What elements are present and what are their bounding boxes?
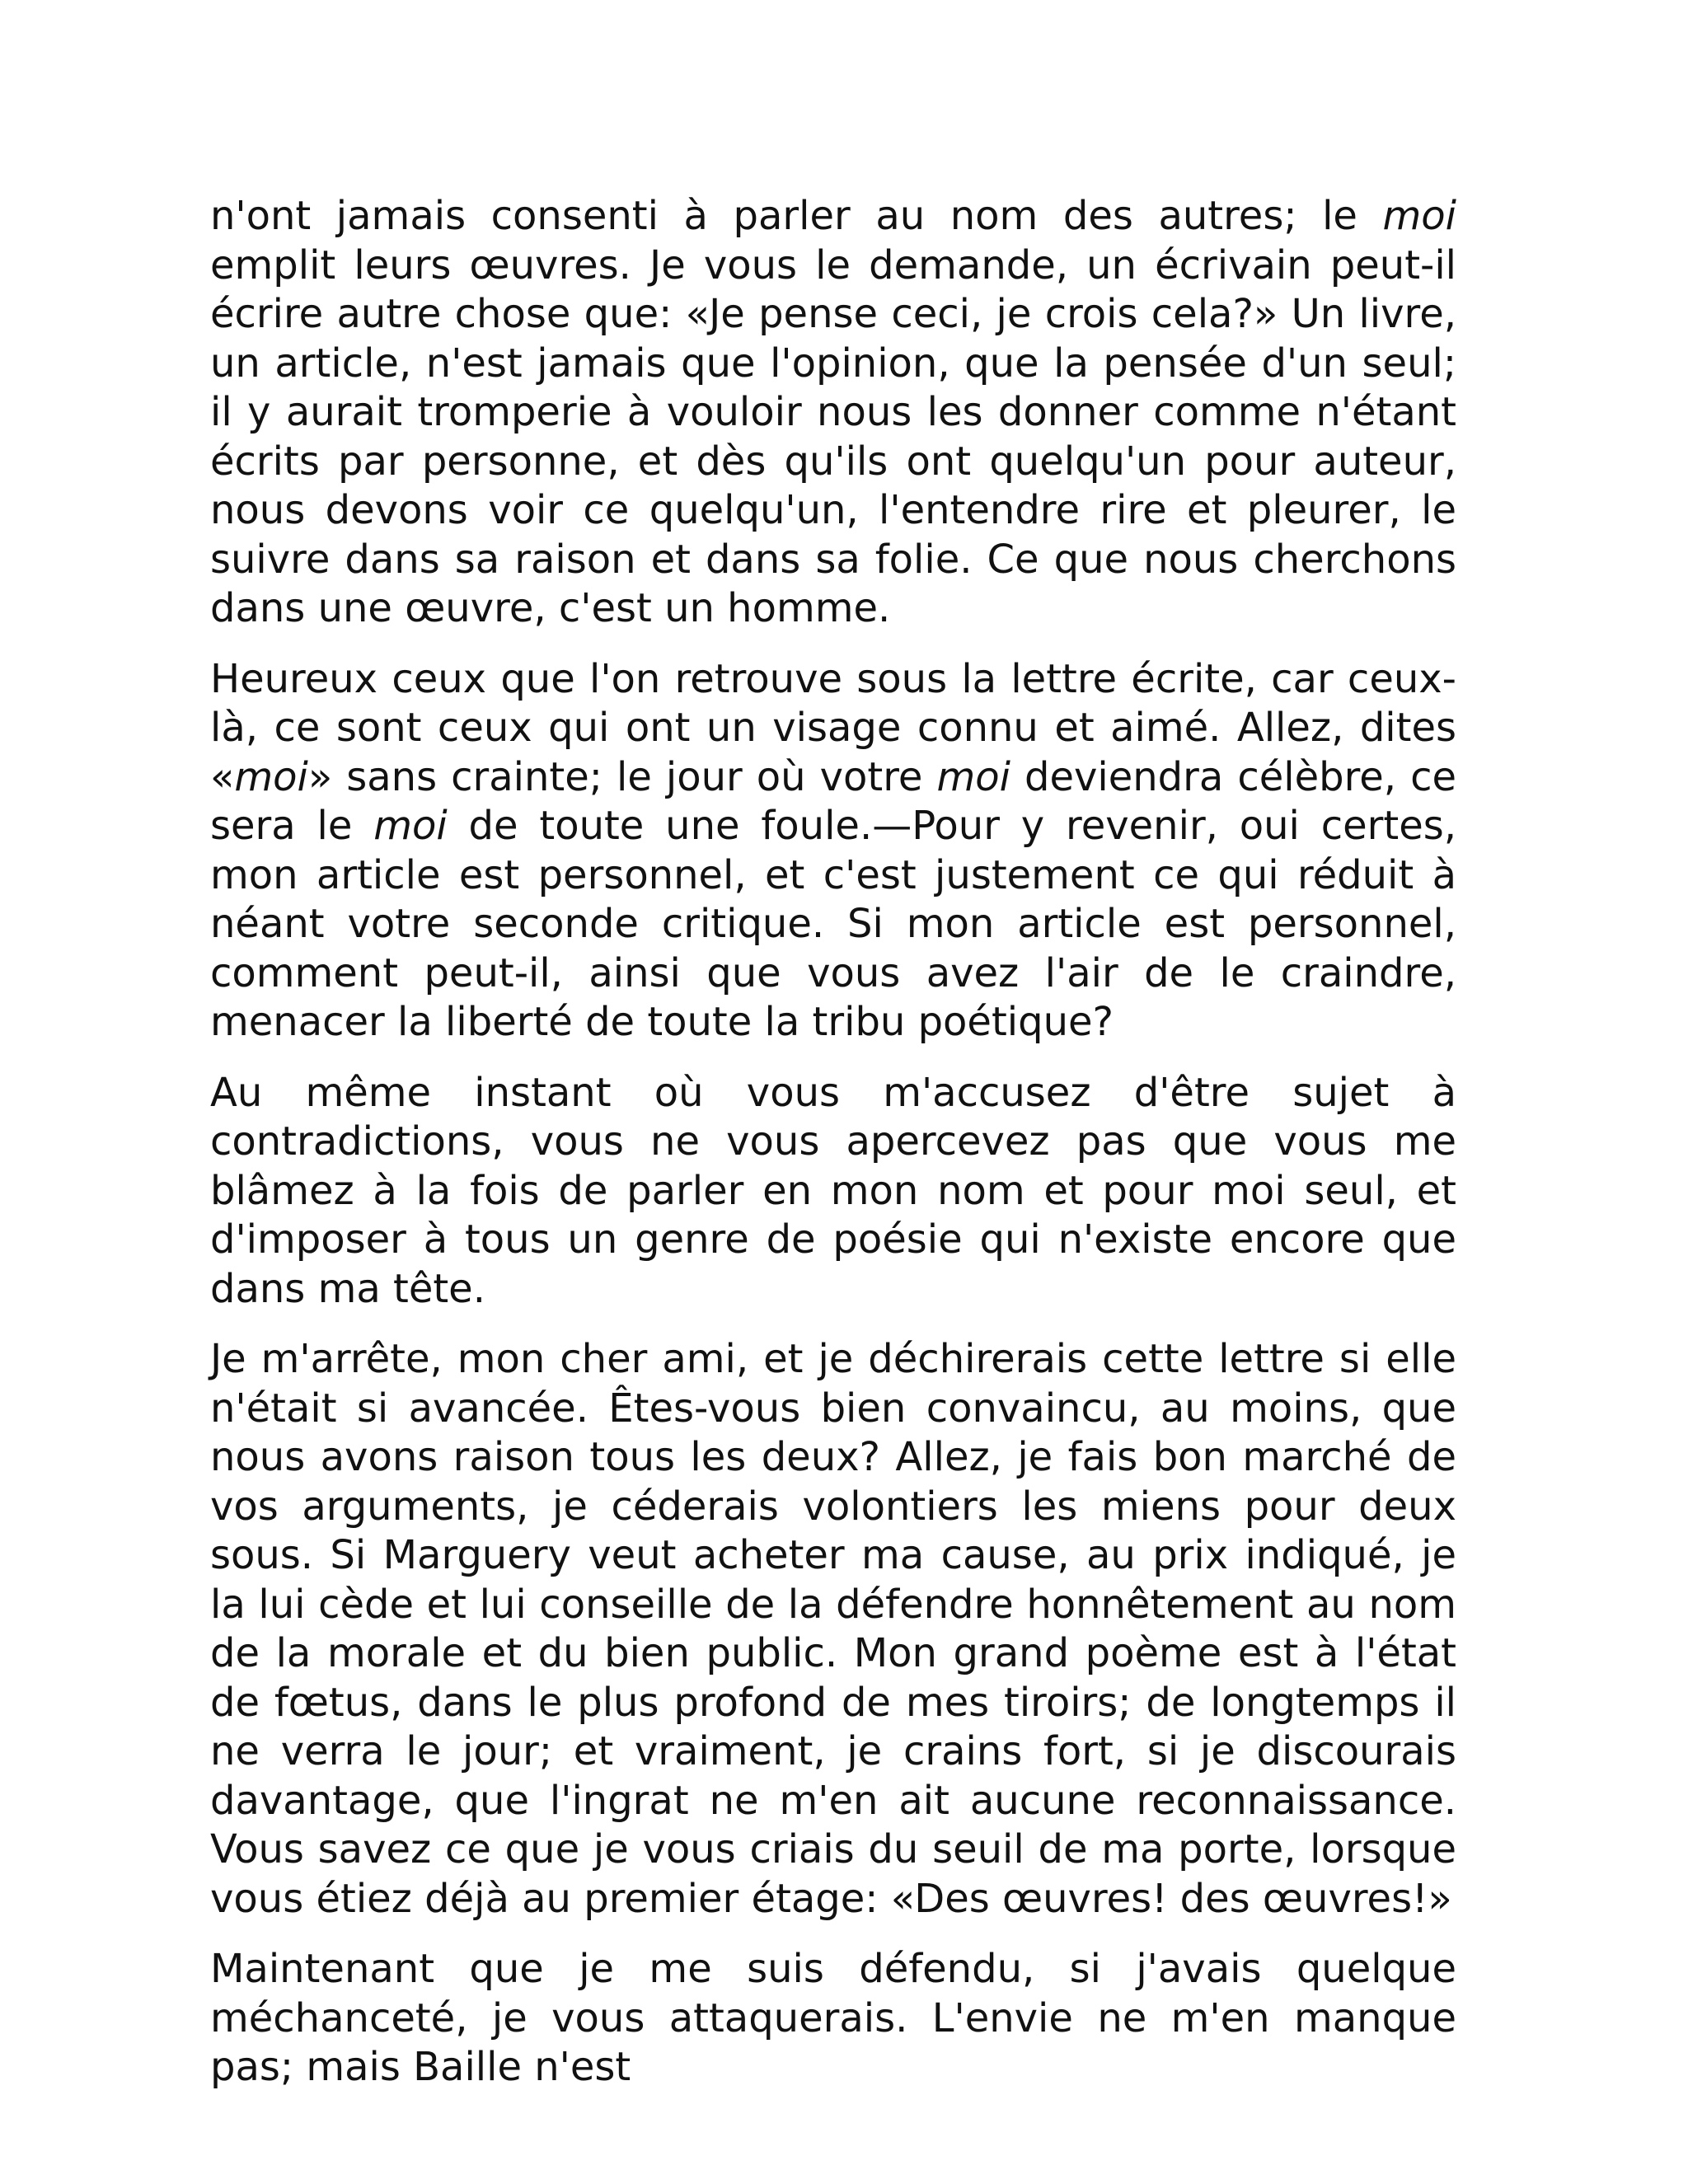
document-page [210,192,1456,2114]
text-segment: » sans crainte; le jour où votre [307,753,937,800]
text-segment: Maintenant que je me suis défendu, si j'avais quelque méchanceté, je vous attaquerais. L'envie ne m'en manque pas; mais Baille n'est [210,1946,1456,2090]
paragraph [210,1069,1456,1315]
paragraph [210,655,1456,1047]
text-segment: de toute une foule.—Pour y revenir, oui certes, mon article est personnel, et c'est justement ce qui réduit à néant votre seconde critique. Si mon article est personnel, comment peut-il, ainsi que vous avez l'air de le craindre, menacer la liberté de toute la tribu poétique? [210,803,1456,1045]
text-segment: Heureux ceux que l'on retrouve sous la lettre écrite, car ceux-là, ce sont ceux qui ont un visage connu et aimé. Allez, dites « [210,655,1456,800]
paragraph [210,192,1456,634]
text-segment: n'ont jamais consenti à parler au nom des autres; le [210,193,1383,239]
text-segment: deviendra célèbre, ce sera le [210,753,1457,849]
italic-text: moi [936,753,1010,800]
paragraph [210,1945,1456,2093]
paragraph [210,1335,1456,1924]
italic-text: moi [234,753,308,800]
italic-text: moi [1382,193,1456,239]
text-segment: Au même instant où vous m'accusez d'être sujet à contradictions, vous ne vous apercevez pas que vous me blâmez à la fois de parler en mon nom et pour moi seul, et d'imposer à tous un genre de poésie qui n'existe encore que dans ma tête. [210,1069,1456,1312]
text-segment: emplit leurs œuvres. Je vous le demande, un écrivain peut-il écrire autre chose que: «Je pense ceci, je crois cela?» Un livre, un article, n'est jamais que l'opinion, que la pensée d'un seul; il y aurait tromperie à vouloir nous les donner comme n'étant écrits par personne, et dès qu'ils ont quelqu'un pour auteur, nous devons voir ce quelqu'un, l'entendre rire et pleurer, le suivre dans sa raison et dans sa folie. Ce que nous cherchons dans une œuvre, c'est un homme. [210,241,1456,631]
italic-text: moi [373,803,448,849]
text-segment: Je m'arrête, mon cher ami, et je déchirerais cette lettre si elle n'était si avancée. Êtes-vous bien convaincu, au moins, que nous avons raison tous les deux? Allez, je fais bon marché de vos arguments, je céderais volontiers les miens pour deux sous. Si Marguery veut acheter ma cause, au prix indiqué, je la lui cède et lui conseille de la défendre honnêtement au nom de la morale et du bien public. Mon grand poème est à l'état de fœtus, dans le plus profond de mes tiroirs; de longtemps il ne verra le jour; et vraiment, je crains fort, si je discourais davantage, que l'ingrat ne m'en ait aucune reconnaissance. Vous savez ce que je vous criais du seuil de ma porte, lorsque vous étiez déjà au premier étage: «Des œuvres! des œuvres!» [210,1336,1456,1922]
